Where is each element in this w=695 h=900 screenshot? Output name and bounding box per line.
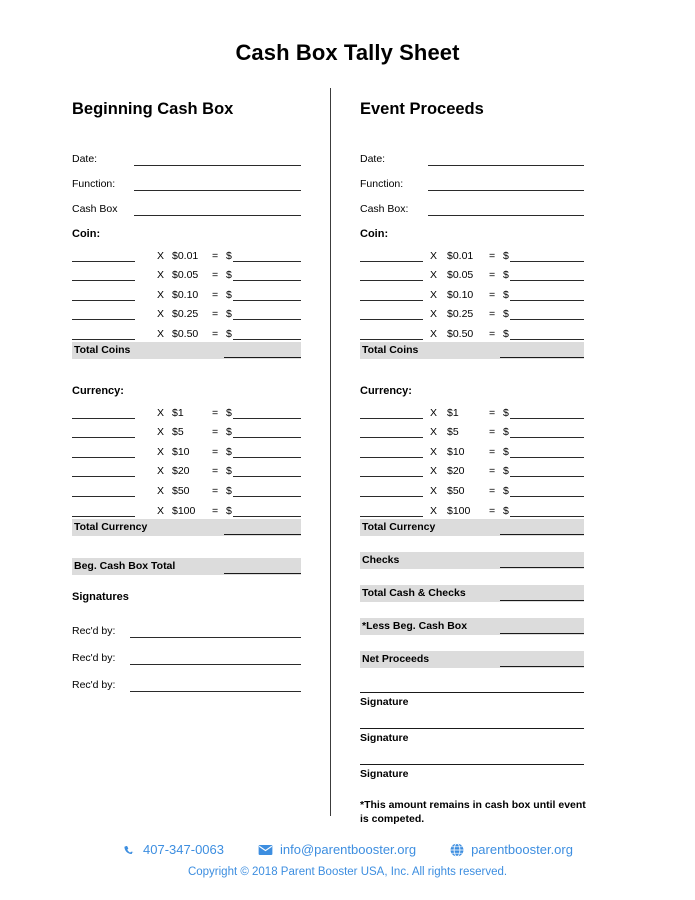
total-currency-label-right: Total Currency xyxy=(362,521,436,534)
equals-symbol: = xyxy=(212,269,219,282)
currency-amount-input-right-20[interactable] xyxy=(510,465,584,477)
field-row-cashbox-left xyxy=(72,191,301,216)
coin-qty-input-left-005[interactable] xyxy=(72,269,135,281)
currency-qty-input-left-20[interactable] xyxy=(72,465,135,477)
beg-cash-box-total-input[interactable] xyxy=(224,573,301,574)
equals-symbol: = xyxy=(212,406,219,419)
envelope-icon xyxy=(258,843,273,857)
multiply-symbol: X xyxy=(157,308,165,321)
net-proceeds-input[interactable] xyxy=(500,666,584,667)
multiply-symbol: X xyxy=(430,269,438,282)
dollar-symbol: $ xyxy=(226,426,232,439)
dollar-symbol: $ xyxy=(503,269,509,282)
currency-qty-input-left-10[interactable] xyxy=(72,446,135,458)
coin-row-right xyxy=(360,262,584,282)
coin-row-left xyxy=(72,320,301,340)
currency-qty-input-right-100[interactable] xyxy=(360,505,423,517)
subheading-coin-left: Coin: xyxy=(72,228,101,240)
total-currency-label-left: Total Currency xyxy=(74,521,148,534)
beg-cash-box-total-label: Beg. Cash Box Total xyxy=(74,560,176,573)
section-heading-event-proceeds: Event Proceeds xyxy=(360,100,484,118)
coin-denomination-right-025: $0.25 xyxy=(447,308,474,321)
multiply-symbol: X xyxy=(430,426,438,439)
dollar-symbol: $ xyxy=(226,484,232,497)
signature-line-right-3[interactable] xyxy=(360,764,584,765)
equals-symbol: = xyxy=(212,327,219,340)
dollar-symbol: $ xyxy=(503,288,509,301)
footer-website-text: parentbooster.org xyxy=(471,842,573,857)
currency-denomination-left-10: $10 xyxy=(172,445,190,458)
coin-qty-input-right-010[interactable] xyxy=(360,289,423,301)
currency-row-right xyxy=(360,419,584,439)
coin-row-left xyxy=(72,281,301,301)
equals-symbol: = xyxy=(489,465,496,478)
coin-amount-input-right-001[interactable] xyxy=(510,250,584,262)
footer-email[interactable] xyxy=(258,842,416,857)
coin-qty-input-left-010[interactable] xyxy=(72,289,135,301)
coin-denomination-right-005: $0.05 xyxy=(447,269,474,282)
beginning-cash-box-section xyxy=(72,100,301,692)
dollar-symbol: $ xyxy=(503,327,509,340)
multiply-symbol: X xyxy=(157,484,165,497)
globe-icon xyxy=(450,843,464,857)
field-label-cashbox-left: Cash Box xyxy=(72,203,118,215)
equals-symbol: = xyxy=(489,269,496,282)
dollar-symbol: $ xyxy=(226,406,232,419)
signature-row-left xyxy=(72,665,301,692)
equals-symbol: = xyxy=(212,465,219,478)
field-label-date-left: Date: xyxy=(72,153,98,165)
coin-row-right xyxy=(360,242,584,262)
dollar-symbol: $ xyxy=(226,308,232,321)
currency-qty-input-right-5[interactable] xyxy=(360,426,423,438)
equals-symbol: = xyxy=(489,504,496,517)
multiply-symbol: X xyxy=(430,445,438,458)
total-coins-input-left[interactable] xyxy=(224,357,301,358)
multiply-symbol: X xyxy=(157,327,165,340)
coin-row-left xyxy=(72,301,301,321)
recd-by-label-1: Rec'd by: xyxy=(72,624,116,637)
coin-qty-input-left-001[interactable] xyxy=(72,250,135,262)
column-divider xyxy=(330,88,331,816)
footer-email-text: info@parentbooster.org xyxy=(280,842,417,857)
total-coins-row-right xyxy=(360,342,584,359)
field-label-cashbox-right: Cash Box: xyxy=(360,203,409,215)
currency-denomination-left-20: $20 xyxy=(172,465,190,478)
currency-denomination-right-50: $50 xyxy=(447,484,465,497)
field-row-function-left xyxy=(72,166,301,191)
total-currency-row-right xyxy=(360,519,584,536)
checks-label: Checks xyxy=(362,554,400,567)
total-currency-input-right[interactable] xyxy=(500,534,584,535)
currency-row-left xyxy=(72,399,301,419)
field-input-function-left[interactable] xyxy=(134,179,301,191)
field-input-date-right[interactable] xyxy=(428,154,584,166)
spacer xyxy=(360,602,584,616)
coin-amount-input-right-025[interactable] xyxy=(510,308,584,320)
currency-denomination-left-100: $100 xyxy=(172,504,196,517)
coin-row-left xyxy=(72,242,301,262)
currency-denomination-right-5: $5 xyxy=(447,426,459,439)
total-coins-row-left xyxy=(72,342,301,359)
field-row-date-left xyxy=(72,141,301,166)
footer-website[interactable] xyxy=(450,842,573,857)
equals-symbol: = xyxy=(489,406,496,419)
signature-block-right-1 xyxy=(360,692,584,708)
dollar-symbol: $ xyxy=(226,249,232,262)
field-label-date-right: Date: xyxy=(360,153,386,165)
currency-row-right xyxy=(360,477,584,497)
coin-amount-input-right-010[interactable] xyxy=(510,289,584,301)
checks-row xyxy=(360,552,584,569)
currency-row-right xyxy=(360,497,584,517)
coin-row-right xyxy=(360,320,584,340)
dollar-symbol: $ xyxy=(226,445,232,458)
footer-contact-list xyxy=(0,842,695,857)
field-input-cashbox-right[interactable] xyxy=(428,204,584,216)
multiply-symbol: X xyxy=(430,327,438,340)
coin-denomination-left-025: $0.25 xyxy=(172,308,199,321)
equals-symbol: = xyxy=(212,308,219,321)
signature-block-right-3 xyxy=(360,764,584,780)
footer-phone[interactable] xyxy=(122,842,224,857)
phone-icon xyxy=(122,843,136,857)
field-label-function-right: Function: xyxy=(360,178,404,190)
signature-label-right-1: Signature xyxy=(360,695,409,708)
dollar-symbol: $ xyxy=(503,406,509,419)
footnote-text: *This amount remains in cash box until event is competed. xyxy=(360,798,586,825)
coin-denomination-left-001: $0.01 xyxy=(172,249,199,262)
coin-qty-input-right-025[interactable] xyxy=(360,308,423,320)
signature-line-right-2[interactable] xyxy=(360,728,584,729)
subheading-coin-right: Coin: xyxy=(360,228,389,240)
page-title: Cash Box Tally Sheet xyxy=(235,40,460,65)
spacer xyxy=(360,635,584,649)
subheading-currency-left: Currency: xyxy=(72,384,124,397)
total-currency-row-left xyxy=(72,519,301,536)
equals-symbol: = xyxy=(489,327,496,340)
currency-qty-input-right-10[interactable] xyxy=(360,446,423,458)
multiply-symbol: X xyxy=(157,269,165,282)
dollar-symbol: $ xyxy=(503,445,509,458)
field-row-function-right xyxy=(360,166,584,191)
currency-amount-input-left-1[interactable] xyxy=(233,407,301,419)
dollar-symbol: $ xyxy=(226,465,232,478)
currency-qty-input-left-50[interactable] xyxy=(72,485,135,497)
coin-denomination-right-050: $0.50 xyxy=(447,327,474,340)
currency-row-left xyxy=(72,458,301,478)
field-label-function-left: Function: xyxy=(72,178,116,190)
signature-label-right-2: Signature xyxy=(360,731,409,744)
currency-amount-input-left-50[interactable] xyxy=(233,485,301,497)
currency-qty-input-left-100[interactable] xyxy=(72,505,135,517)
dollar-symbol: $ xyxy=(503,504,509,517)
total-cash-and-checks-input[interactable] xyxy=(500,600,584,601)
equals-symbol: = xyxy=(489,484,496,497)
currency-row-left xyxy=(72,497,301,517)
currency-amount-input-left-20[interactable] xyxy=(233,465,301,477)
multiply-symbol: X xyxy=(430,406,438,419)
spacer xyxy=(360,569,584,583)
coin-row-right xyxy=(360,301,584,321)
coin-qty-input-right-005[interactable] xyxy=(360,269,423,281)
equals-symbol: = xyxy=(212,426,219,439)
dollar-symbol: $ xyxy=(503,465,509,478)
multiply-symbol: X xyxy=(157,406,165,419)
currency-row-right xyxy=(360,399,584,419)
coin-qty-input-right-001[interactable] xyxy=(360,250,423,262)
multiply-symbol: X xyxy=(430,484,438,497)
field-input-function-right[interactable] xyxy=(428,179,584,191)
coin-amount-input-left-050[interactable] xyxy=(233,328,301,340)
currency-amount-input-right-50[interactable] xyxy=(510,485,584,497)
field-row-date-right xyxy=(360,141,584,166)
event-proceeds-section xyxy=(360,100,584,826)
field-input-date-left[interactable] xyxy=(134,154,301,166)
equals-symbol: = xyxy=(489,288,496,301)
currency-amount-input-right-1[interactable] xyxy=(510,407,584,419)
equals-symbol: = xyxy=(212,484,219,497)
multiply-symbol: X xyxy=(430,249,438,262)
currency-row-left xyxy=(72,419,301,439)
equals-symbol: = xyxy=(489,308,496,321)
signature-row-left xyxy=(72,611,301,638)
currency-qty-input-left-1[interactable] xyxy=(72,407,135,419)
coin-qty-input-left-050[interactable] xyxy=(72,328,135,340)
spacer xyxy=(360,536,584,550)
recd-by-label-3: Rec'd by: xyxy=(72,678,116,691)
currency-denomination-left-5: $5 xyxy=(172,426,184,439)
dollar-symbol: $ xyxy=(226,269,232,282)
multiply-symbol: X xyxy=(157,288,165,301)
multiply-symbol: X xyxy=(430,504,438,517)
coin-qty-input-left-025[interactable] xyxy=(72,308,135,320)
subheading-currency-right: Currency: xyxy=(360,384,412,397)
signature-row-left xyxy=(72,638,301,665)
less-beg-cash-box-input[interactable] xyxy=(500,633,584,634)
currency-row-left xyxy=(72,438,301,458)
coin-denomination-right-001: $0.01 xyxy=(447,249,474,262)
multiply-symbol: X xyxy=(157,504,165,517)
dollar-symbol: $ xyxy=(503,426,509,439)
currency-qty-input-left-5[interactable] xyxy=(72,426,135,438)
dollar-symbol: $ xyxy=(503,484,509,497)
currency-denomination-right-20: $20 xyxy=(447,465,465,478)
equals-symbol: = xyxy=(212,504,219,517)
coin-denomination-left-005: $0.05 xyxy=(172,269,199,282)
multiply-symbol: X xyxy=(430,288,438,301)
coin-amount-input-right-050[interactable] xyxy=(510,328,584,340)
dollar-symbol: $ xyxy=(503,308,509,321)
equals-symbol: = xyxy=(212,445,219,458)
coin-row-left xyxy=(72,262,301,282)
equals-symbol: = xyxy=(489,445,496,458)
checks-input[interactable] xyxy=(500,567,584,568)
multiply-symbol: X xyxy=(430,465,438,478)
coin-qty-input-right-050[interactable] xyxy=(360,328,423,340)
less-beg-cash-box-label: *Less Beg. Cash Box xyxy=(362,620,468,633)
currency-amount-input-left-5[interactable] xyxy=(233,426,301,438)
recd-by-input-3[interactable] xyxy=(130,680,301,692)
recd-by-label-2: Rec'd by: xyxy=(72,651,116,664)
currency-denomination-right-10: $10 xyxy=(447,445,465,458)
less-beg-cash-box-row xyxy=(360,618,584,635)
beg-cash-box-total-row xyxy=(72,558,301,575)
footer-phone-text: 407-347-0063 xyxy=(143,842,224,857)
total-cash-and-checks-label: Total Cash & Checks xyxy=(362,587,466,600)
multiply-symbol: X xyxy=(157,445,165,458)
currency-amount-input-left-100[interactable] xyxy=(233,505,301,517)
coin-row-right xyxy=(360,281,584,301)
multiply-symbol: X xyxy=(157,249,165,262)
recd-by-input-1[interactable] xyxy=(130,626,301,638)
total-coins-label-right: Total Coins xyxy=(362,344,419,357)
currency-row-left xyxy=(72,477,301,497)
equals-symbol: = xyxy=(212,288,219,301)
signature-block-right-2 xyxy=(360,728,584,744)
section-heading-beginning-cash-box: Beginning Cash Box xyxy=(72,100,234,118)
equals-symbol: = xyxy=(212,249,219,262)
dollar-symbol: $ xyxy=(226,288,232,301)
currency-amount-input-right-10[interactable] xyxy=(510,446,584,458)
footer-copyright: Copyright © 2018 Parent Booster USA, Inc. All rights reserved. xyxy=(187,866,508,878)
currency-denomination-left-1: $1 xyxy=(172,406,184,419)
currency-denomination-right-1: $1 xyxy=(447,406,459,419)
field-row-cashbox-right xyxy=(360,191,584,216)
total-coins-input-right[interactable] xyxy=(500,357,584,358)
total-coins-label-left: Total Coins xyxy=(74,344,131,357)
field-input-cashbox-left[interactable] xyxy=(134,204,301,216)
currency-amount-input-right-5[interactable] xyxy=(510,426,584,438)
equals-symbol: = xyxy=(489,426,496,439)
multiply-symbol: X xyxy=(157,465,165,478)
spacer xyxy=(72,536,301,556)
currency-row-right xyxy=(360,438,584,458)
signatures-heading-left: Signatures xyxy=(72,590,129,603)
coin-denomination-left-050: $0.50 xyxy=(172,327,199,340)
coin-denomination-right-010: $0.10 xyxy=(447,288,474,301)
total-currency-input-left[interactable] xyxy=(224,534,301,535)
coin-denomination-left-010: $0.10 xyxy=(172,288,199,301)
currency-qty-input-right-1[interactable] xyxy=(360,407,423,419)
currency-denomination-right-100: $100 xyxy=(447,504,471,517)
currency-denomination-left-50: $50 xyxy=(172,484,190,497)
coin-amount-input-right-005[interactable] xyxy=(510,269,584,281)
equals-symbol: = xyxy=(489,249,496,262)
coin-amount-input-left-005[interactable] xyxy=(233,269,301,281)
currency-qty-input-right-20[interactable] xyxy=(360,465,423,477)
currency-amount-input-right-100[interactable] xyxy=(510,505,584,517)
dollar-symbol: $ xyxy=(226,327,232,340)
multiply-symbol: X xyxy=(157,426,165,439)
coin-amount-input-left-001[interactable] xyxy=(233,250,301,262)
coin-amount-input-left-025[interactable] xyxy=(233,308,301,320)
currency-qty-input-right-50[interactable] xyxy=(360,485,423,497)
currency-amount-input-left-10[interactable] xyxy=(233,446,301,458)
multiply-symbol: X xyxy=(430,308,438,321)
total-cash-and-checks-row xyxy=(360,585,584,602)
page-footer xyxy=(0,842,695,878)
net-proceeds-row xyxy=(360,651,584,668)
coin-amount-input-left-010[interactable] xyxy=(233,289,301,301)
recd-by-input-2[interactable] xyxy=(130,653,301,665)
currency-row-right xyxy=(360,458,584,478)
dollar-symbol: $ xyxy=(226,504,232,517)
dollar-symbol: $ xyxy=(503,249,509,262)
signature-label-right-3: Signature xyxy=(360,767,409,780)
net-proceeds-label: Net Proceeds xyxy=(362,653,430,666)
signature-line-right-1[interactable] xyxy=(360,692,584,693)
